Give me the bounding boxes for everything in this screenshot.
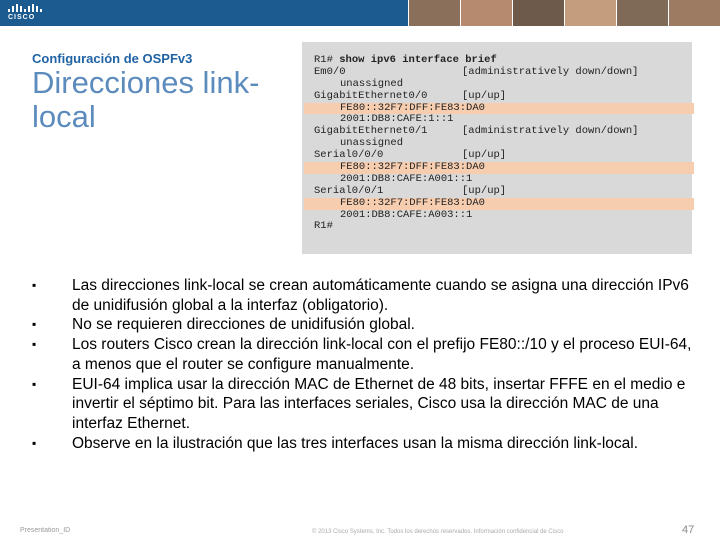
cisco-bars-icon — [8, 4, 44, 12]
bullet-item: ▪ Los routers Cisco crean la dirección link-local con el prefijo FE80::/10 y el proceso EUI-64, a menos que el router se configure manualmente. — [32, 335, 692, 374]
header-photo — [408, 0, 460, 26]
cli-line-text: GigabitEthernet0/1 — [314, 125, 428, 138]
cli-line-status: [up/up] — [462, 149, 507, 162]
cli-line-text: 2001:DB8:CAFE:A003::1 — [340, 208, 473, 221]
cli-line-text: R1# — [314, 220, 333, 233]
header-photo — [460, 0, 512, 26]
header-photo — [564, 0, 616, 26]
footer-presentation-id: Presentation_ID — [20, 527, 71, 534]
cli-line-status: [up/up] — [462, 184, 507, 197]
header-photo — [616, 0, 668, 26]
bullet-item: ▪ Observe en la ilustración que las tres interfaces usan la misma dirección link-local. — [32, 434, 692, 454]
cisco-logo — [8, 4, 44, 24]
cli-output — [314, 55, 688, 233]
header-photo — [668, 0, 720, 26]
page-number: 47 — [682, 524, 695, 536]
cli-line-text: GigabitEthernet0/0 — [314, 89, 428, 102]
cli-line-text: FE80::32F7:DFF:FE83:DA0 — [340, 101, 485, 114]
header-photo — [512, 0, 564, 26]
cli-line-text: Em0/0 — [314, 65, 346, 78]
cli-line-text: FE80::32F7:DFF:FE83:DA0 — [340, 161, 485, 174]
footer-copyright: © 2013 Cisco Systems, Inc. Todos los derechos reservados. Información confidencial de Cisco — [312, 529, 564, 535]
cli-line — [314, 210, 688, 222]
slide-title: Direcciones link-local — [32, 65, 260, 134]
cli-command: show ipv6 interface brief — [339, 54, 497, 66]
bullet-item: ▪ EUI-64 implica usar la dirección MAC de Ethernet de 48 bits, insertar FFFE en el medio e invertir el séptimo bit. Para las interfaces seriales, Cisco usa la dirección MAC de una interfaz Ethernet. — [32, 375, 692, 434]
cli-line — [314, 221, 688, 233]
cli-line-text: unassigned — [340, 77, 404, 90]
cli-line-text: Serial0/0/1 — [314, 184, 384, 197]
bullet-list — [32, 276, 692, 453]
cli-line-status: [administratively down/down] — [462, 65, 639, 78]
cli-line-text: Serial0/0/0 — [314, 149, 384, 162]
cli-line-text: FE80::32F7:DFF:FE83:DA0 — [340, 196, 485, 209]
cli-prompt: R1# — [314, 54, 340, 66]
cli-line-status: [up/up] — [462, 89, 507, 102]
header-bar — [0, 0, 720, 26]
cli-line-text: 2001:DB8:CAFE:1::1 — [340, 113, 454, 126]
bullet-item: ▪ No se requieren direcciones de unidifusión global. — [32, 315, 692, 335]
cli-line-text: unassigned — [340, 137, 404, 150]
slide-subtitle: Configuración de OSPFv3 — [32, 51, 193, 66]
header-photo-strip — [408, 0, 720, 26]
logo-text: CISCO — [8, 14, 36, 21]
cli-line-status: [administratively down/down] — [462, 125, 639, 138]
cli-line-text: 2001:DB8:CAFE:A001::1 — [340, 172, 473, 185]
bullet-item: ▪ Las direcciones link-local se crean automáticamente cuando se asigna una dirección IPv6 de unidifusión global a la interfaz (obligatorio). — [32, 276, 692, 315]
cli-output-panel — [302, 42, 692, 254]
